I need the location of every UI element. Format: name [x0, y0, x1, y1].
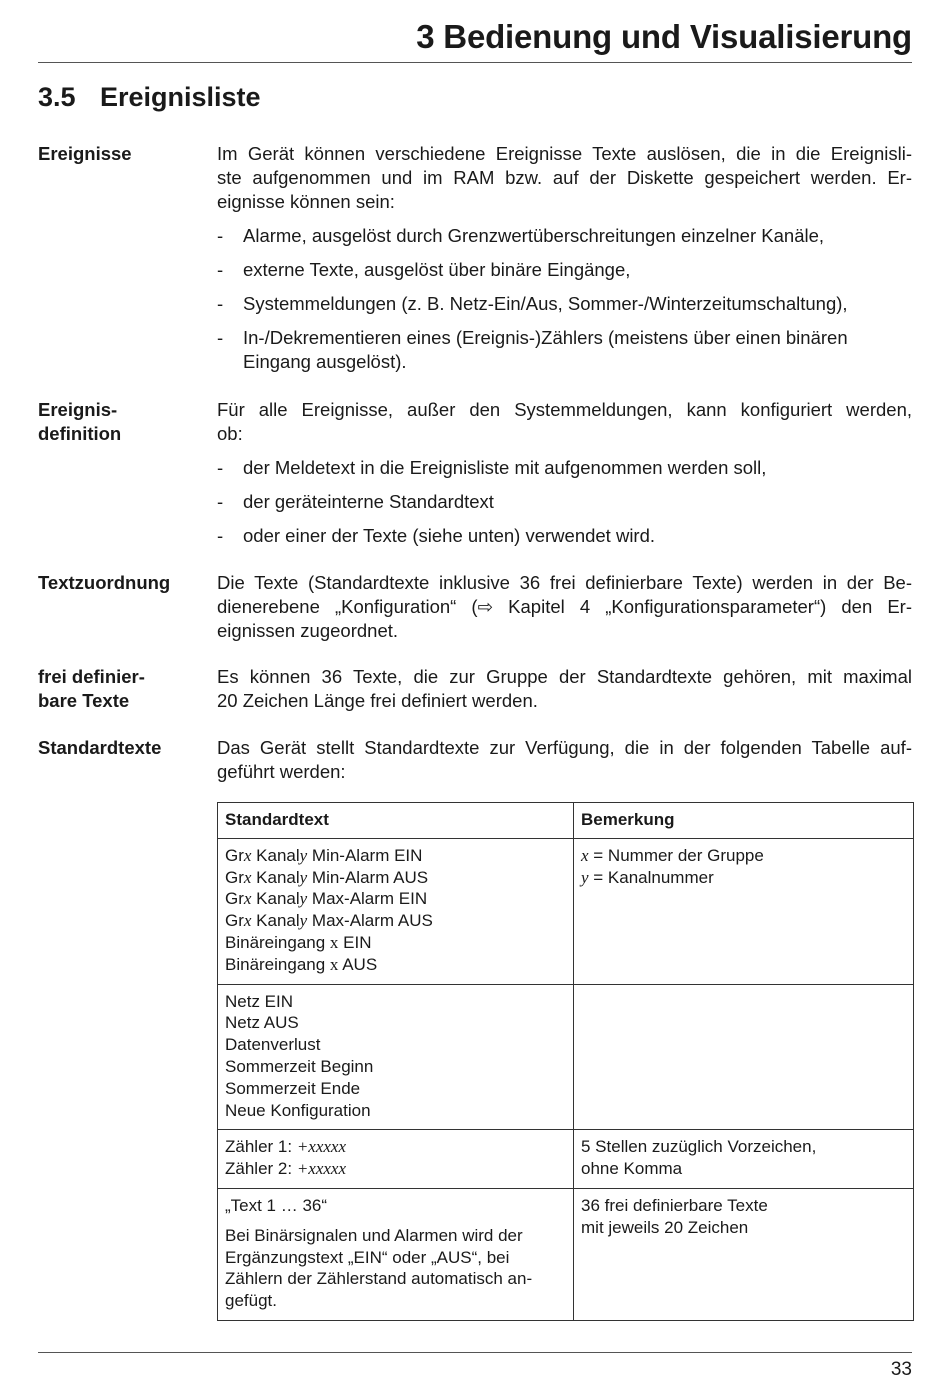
- table-header-row: [218, 803, 914, 839]
- cell-line: [225, 1158, 566, 1180]
- cell-line: 5 Stellen zuzüglich Vorzeichen,: [581, 1137, 817, 1157]
- zuordnung-block: [38, 571, 912, 643]
- standard-label: [38, 736, 208, 760]
- paragraph-line: Die Texte (Standardtexte inklusive 36 frei definierbare Texte) werden in der Be-: [217, 572, 912, 593]
- list-item-text: oder einer der Texte (siehe unten) verwendet wird.: [243, 525, 656, 546]
- list-item-text: der Meldetext in die Ereignisliste mit aufgenommen werden soll,: [243, 457, 767, 478]
- cell-line: Sommerzeit Ende: [225, 1078, 361, 1098]
- standard-content: [217, 736, 912, 784]
- cell-text: Kanal: [251, 867, 300, 887]
- variable-text: +xxxxx: [296, 1137, 347, 1157]
- chapter-title: 3 Bedienung und Visualisierung: [416, 18, 912, 55]
- cell-text: AUS: [338, 954, 378, 974]
- cell-line: [225, 910, 566, 932]
- section-heading: [38, 82, 261, 113]
- list-item-text: Eingang ausgelöst).: [243, 351, 407, 372]
- list-item: [217, 326, 912, 374]
- bullet-dash: -: [217, 259, 224, 280]
- table-cell: [574, 984, 914, 1130]
- paragraph-line: ste aufgenommen und im RAM bzw. auf der Diskette gespeichert werden. Er-: [217, 167, 912, 188]
- table-row: [218, 1130, 914, 1189]
- variable-text: x: [329, 954, 339, 974]
- cell-text: EIN: [338, 932, 372, 952]
- cell-text: Gr: [225, 911, 244, 931]
- bullet-dash: -: [217, 327, 224, 348]
- variable-text: x: [243, 889, 252, 909]
- table-cell: [218, 1188, 574, 1320]
- variable-text: y: [299, 911, 308, 931]
- cell-line: Neue Konfiguration: [225, 1100, 371, 1120]
- cell-line: [225, 845, 566, 867]
- section-title: Ereignisliste: [100, 82, 261, 112]
- cell-line: Ergänzungstext „EIN“ oder „AUS“, bei: [225, 1247, 510, 1267]
- variable-text: y: [299, 867, 308, 887]
- variable-text: y: [299, 889, 308, 909]
- bullet-dash: -: [217, 293, 224, 314]
- cell-text: Gr: [225, 889, 244, 909]
- cell-line: Netz EIN: [225, 991, 294, 1011]
- list-item-text: In-/Dekrementieren eines (Ereignis-)Zählers (meistens über einen binären: [243, 327, 848, 348]
- table-cell: [218, 1130, 574, 1189]
- cell-line: mit jeweils 20 Zeichen: [581, 1217, 749, 1237]
- paragraph-line: dienerebene „Konfiguration“ (⇨ Kapitel 4 „Konfigurationsparameter“) den Er-: [217, 596, 912, 617]
- bullet-dash: -: [217, 525, 224, 546]
- frei-label-line: bare Texte: [38, 690, 130, 711]
- cell-line: [225, 932, 566, 954]
- cell-text: Min-Alarm AUS: [307, 867, 429, 887]
- cell-text: = Nummer der Gruppe: [588, 845, 764, 865]
- paragraph-line: eignissen zugeordnet.: [217, 620, 399, 641]
- definition-content: [217, 398, 912, 548]
- standard-label-text: Standardtexte: [38, 737, 162, 758]
- frei-content: [217, 665, 912, 713]
- bullet-dash: -: [217, 225, 224, 246]
- definition-label-line: definition: [38, 423, 122, 444]
- footer-rule: [38, 1352, 912, 1353]
- variable-text: x: [243, 845, 252, 865]
- standardtext-table: [217, 802, 914, 1321]
- list-item-text: Systemmeldungen (z. B. Netz-Ein/Aus, Sommer-/Winterzeitumschaltung),: [243, 293, 848, 314]
- table-header-cell: Standardtext: [218, 803, 574, 839]
- table-cell: [574, 1188, 914, 1320]
- cell-text: Kanal: [251, 911, 300, 931]
- zuordnung-label: [38, 571, 208, 595]
- cell-line: [225, 867, 566, 889]
- variable-text: y: [299, 845, 308, 865]
- list-item: [217, 258, 912, 282]
- cell-text: Kanal: [251, 889, 300, 909]
- cell-text: Max-Alarm EIN: [307, 889, 428, 909]
- variable-text: x: [243, 867, 252, 887]
- variable-text: x: [243, 911, 252, 931]
- zuordnung-label-text: Textzuordnung: [38, 572, 171, 593]
- list-item-text: Alarme, ausgelöst durch Grenzwertüberschreitungen einzelner Kanäle,: [243, 225, 825, 246]
- header-rule: [38, 62, 912, 63]
- table-cell: [218, 838, 574, 984]
- paragraph-line: eignisse können sein:: [217, 191, 395, 212]
- cell-text: Binäreingang: [225, 932, 330, 952]
- cell-text: Zähler 2:: [225, 1159, 297, 1179]
- table-row: [218, 838, 914, 984]
- variable-text: x: [581, 845, 589, 865]
- table-cell: [574, 1130, 914, 1189]
- frei-label-line: frei definier-: [38, 666, 145, 687]
- cell-line: Sommerzeit Beginn: [225, 1056, 374, 1076]
- cell-text: Gr: [225, 867, 244, 887]
- cell-line: gefügt.: [225, 1291, 277, 1311]
- paragraph-line: Für alle Ereignisse, außer den Systemmeldungen, kann konfiguriert werden,: [217, 399, 912, 420]
- list-item: [217, 292, 912, 316]
- frei-block: [38, 665, 912, 713]
- ereignisse-label: [38, 142, 208, 166]
- variable-text: x: [329, 932, 339, 952]
- paragraph-line: Das Gerät stellt Standardtexte zur Verfügung, die in der folgenden Tabelle auf-: [217, 737, 912, 758]
- table-row: [218, 984, 914, 1130]
- cell-text: Min-Alarm EIN: [307, 845, 423, 865]
- variable-text: +xxxxx: [296, 1159, 347, 1179]
- definition-label-line: Ereignis-: [38, 399, 118, 420]
- ereignisse-label-text: Ereignisse: [38, 143, 132, 164]
- ereignisse-content: [217, 142, 912, 374]
- cell-text: Max-Alarm AUS: [307, 911, 433, 931]
- table-cell: [574, 838, 914, 984]
- bullet-dash: -: [217, 491, 224, 512]
- cell-text: Gr: [225, 845, 244, 865]
- table-cell: [218, 984, 574, 1130]
- cell-note: [225, 1225, 566, 1312]
- cell-text: Kanal: [251, 845, 300, 865]
- cell-line: Bei Binärsignalen und Alarmen wird der: [225, 1225, 523, 1245]
- standard-block: [38, 736, 912, 784]
- cell-line: 36 frei definierbare Texte: [581, 1195, 768, 1215]
- list-item: [217, 524, 912, 548]
- cell-line: [225, 888, 566, 910]
- ereignisse-block: [38, 142, 912, 374]
- cell-text: Binäreingang: [225, 954, 330, 974]
- cell-line: [581, 867, 906, 889]
- paragraph-line: ob:: [217, 423, 243, 444]
- list-item: [217, 456, 912, 480]
- paragraph-line: 20 Zeichen Länge frei definiert werden.: [217, 690, 538, 711]
- frei-label: [38, 665, 208, 713]
- cell-line: Zählern der Zählerstand automatisch an-: [225, 1269, 533, 1289]
- table-row: [218, 1188, 914, 1320]
- cell-line: [225, 954, 566, 976]
- cell-line: [581, 845, 906, 867]
- table-header-cell: Bemerkung: [574, 803, 914, 839]
- cell-text: Zähler 1:: [225, 1137, 297, 1157]
- variable-text: y: [581, 867, 589, 887]
- bullet-dash: -: [217, 457, 224, 478]
- paragraph-line: Es können 36 Texte, die zur Gruppe der Standardtexte gehören, mit maximal: [217, 666, 912, 687]
- cell-line: [225, 1136, 566, 1158]
- paragraph-line: geführt werden:: [217, 761, 346, 782]
- definition-block: [38, 398, 912, 548]
- section-number: 3.5: [38, 82, 76, 112]
- cell-line: ohne Komma: [581, 1159, 683, 1179]
- cell-text: = Kanalnummer: [588, 867, 714, 887]
- list-item: [217, 490, 912, 514]
- cell-line: „Text 1 … 36“: [225, 1195, 328, 1215]
- list-item-text: der geräteinterne Standardtext: [243, 491, 494, 512]
- list-item: [217, 224, 912, 248]
- cell-line: Netz AUS: [225, 1013, 299, 1033]
- page-number: 33: [890, 1359, 912, 1380]
- definition-label: [38, 398, 208, 446]
- paragraph-line: Im Gerät können verschiedene Ereignisse Texte auslösen, die in die Ereignisli-: [217, 143, 912, 164]
- zuordnung-content: [217, 571, 912, 643]
- cell-line: Datenverlust: [225, 1035, 321, 1055]
- list-item-text: externe Texte, ausgelöst über binäre Eingänge,: [243, 259, 631, 280]
